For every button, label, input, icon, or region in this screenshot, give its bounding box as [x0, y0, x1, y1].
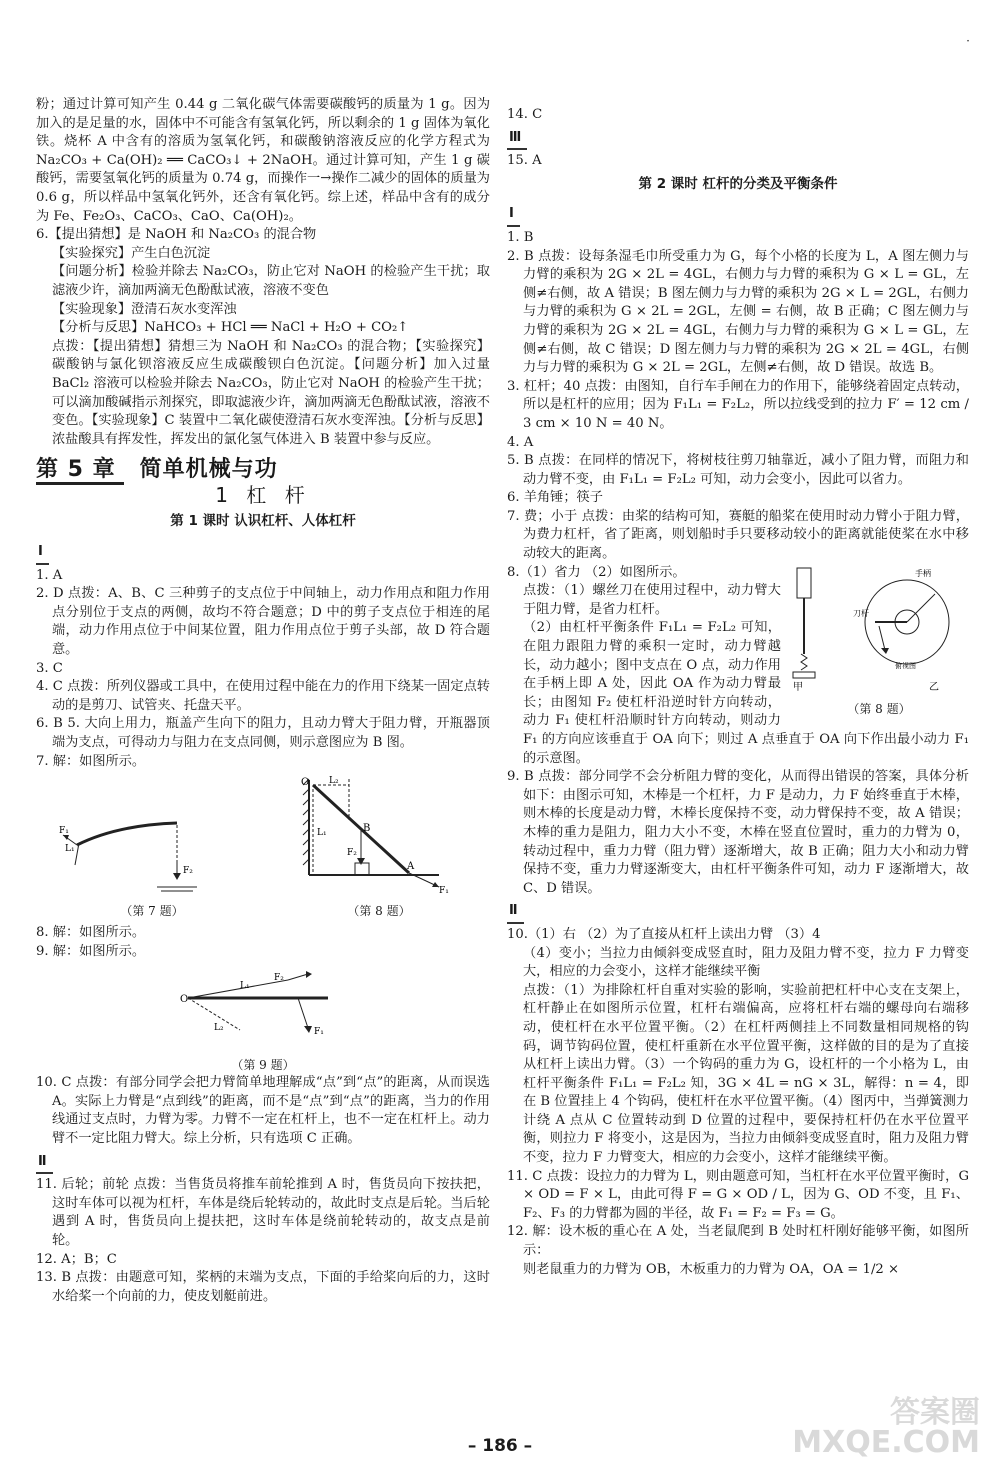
- level-badge: Ⅱ: [507, 902, 524, 924]
- lesson-title: 第 1 课时 认识杠杆、人体杠杆: [170, 513, 356, 530]
- q12-line: 则老鼠重力的力臂为 OB，木板重力的力臂为 OA，OA = 1/2 ×: [523, 1261, 900, 1277]
- label-F2: F₂: [183, 866, 193, 877]
- answer-item: 1. B: [507, 229, 534, 245]
- answer-item: 7. 费；小于 点拨：由桨的结构可知，赛艇的船桨在使用时动力臂小于阻力臂，为费力杠杆，省了距离，则划船时手只要移动较小的距离就能使桨在水中移动较大的距离。: [507, 508, 969, 562]
- figure-9-caption: （第 9 题）: [231, 1057, 295, 1072]
- right-figure-8-diagram: [789, 564, 969, 694]
- answer-item: 12. 解：设木板的重心在 A 处，当老鼠爬到 B 处时杠杆刚好能够平衡，如图所示：: [507, 1224, 969, 1259]
- label-L2: L₂: [329, 776, 339, 787]
- figure-7: [57, 805, 247, 920]
- q8-hint: 点拨：（1）螺丝刀在使用过程中，动力臂大于阻力臂，是省力杠杆。: [523, 583, 781, 617]
- section-title: 1 杠 杆: [215, 482, 311, 507]
- label-A: A: [407, 861, 415, 873]
- answer-item: 3. 杠杆；40 点拨：由图知，自行车手闸在力的作用下，能够绕着固定点转动，所以是杠杆的应用；因为 F₁L₁ = F₂L₂，所以拉线受到的拉力 F′ = 12 cm / 3 cm × 10 N = 40 N。: [507, 378, 969, 431]
- label-F2: F₂: [347, 848, 357, 859]
- q6-line: 【实验现象】澄清石灰水变浑浊: [52, 301, 237, 317]
- figure-7-caption: （第 7 题）: [120, 903, 184, 918]
- label-L1: L₁: [317, 828, 327, 839]
- chapter-heading: [36, 457, 490, 483]
- label-F1: F₁: [59, 826, 69, 837]
- watermark-line: 答案圈: [890, 1395, 980, 1430]
- answer-item: 6. 羊角锤；筷子: [507, 490, 603, 506]
- right-figure-8-caption: （第 8 题）: [847, 702, 911, 717]
- answer-item: 9. B 点拨：部分同学不会分析阻力臂的变化，从而得出错误的答案，具体分析如下：由图示可知，木棒是一个杠杆，力 F 是动力，力 F 始终垂直于木棒，则木棒的长度是动力臂，木棒长度保持不变，动力臂保持不变，故 A 错误；木棒的重力是阻力，阻力大小不变，木棒在竖直位置时，重力的力臂为 0，转动过程中，重力力臂（阻力臂）逐渐增大，故 B 正确；阻力大小和动力臂保持不变，重力力臂逐渐变大，由杠杆平衡条件可知，动力 F 逐渐增大，故 C、D 错误。: [507, 769, 969, 896]
- lesson-title: 第 2 课时 杠杆的分类及平衡条件: [638, 175, 838, 192]
- answer-item: 15. A: [507, 153, 542, 169]
- figure-8: [289, 775, 469, 920]
- label-view: 俯视图: [895, 661, 916, 670]
- answer-item: 2. B 点拨：设每条湿毛巾所受重力为 G，每个小格的长度为 L，A 图左侧力与力臂的乘积为 2G × 2L = 4GL，右侧力与力臂的乘积为 G × L = GL，左侧≠右侧，故 A 错误；B 图左侧力与力臂的乘积为 2G × L = 2GL，右侧力与力臂的乘积为 G × 2L = 2GL，左侧 = 右侧，故 B 正确；C 图左侧力与力臂的乘积为 2G × 2L = 4GL，右侧力与力臂的乘积为 G × L = GL，左侧≠右侧，故 C 错误；D 图左侧力与力臂的乘积为 2G × 2L = 4GL，右侧力与力臂的乘积为 G × 2L = 2GL，左侧≠右侧，故 D 错误。故选 B。: [507, 248, 969, 376]
- level-badge: Ⅱ: [36, 1153, 53, 1175]
- right-column: [507, 106, 969, 1279]
- answer-item: 12. A；B；C: [36, 1251, 117, 1267]
- answer-item: 5. B 点拨：在同样的情况下，将树枝往剪刀轴靠近，减小了阻力臂，而阻力和动力臂不变，由 F₁L₁ = F₂L₂ 可知，动力会变小，因此可以省力。: [507, 453, 969, 487]
- answer-item: 3. C: [36, 660, 63, 676]
- label-jia: 甲: [793, 681, 803, 693]
- page-number: – 186 –: [467, 1436, 533, 1456]
- label-L1: L₁: [240, 980, 250, 991]
- q6-line: 【实验探究】产生白色沉淀: [52, 245, 211, 261]
- answer-item: 13. B 点拨：由题意可知，桨柄的末端为支点，下面的手给桨向后的力，这时水给桨一个向前的力，使皮划艇前进。: [36, 1270, 490, 1304]
- label-F1: F₁: [439, 886, 449, 896]
- answer-item: 4. C 点拨：所列仪器或工具中，在使用过程中能在力的作用下绕某一固定点转动的是剪刀、试管夹、托盘天平。: [36, 679, 490, 713]
- figure-9-diagram: [178, 968, 348, 1050]
- q6-hint: 点拨：【提出猜想】猜想三为 NaOH 和 Na₂CO₃ 的混合物；【实验探究】碳酸钠与氯化钡溶液反应生成碳酸钡白色沉淀。【问题分析】加入过量 BaCl₂ 溶液可以检验并除去 Na₂CO₃，防止它对 NaOH 的检验产生干扰；可以滴加酸碱指示剂探究，即取滤液少许，滴加两滴无色酚酞试液，溶液不变色。【实验现象】C 装置中二氧化碳使澄清石灰水变浑浊。【分析与反思】浓盐酸具有挥发性，挥发出的氯化氢气体进入 B 装置中参与反应。: [52, 338, 490, 447]
- answer-item: 7. 解：如图所示。: [36, 753, 146, 769]
- label-F1: F₁: [314, 1026, 324, 1037]
- answer-item: [36, 715, 490, 752]
- right-figure-8: [789, 564, 969, 719]
- q8-hint: （2）由杠杆平衡条件 F₁L₁ = F₂L₂ 可知，在阻力跟阻力臂的乘积一定时，动力臂越长，动力越小；图中支点在 O 点，动力作用在手柄上即 A 处，因此 OA 作为动力臂最长；由图知 F₂ 使杠杆沿逆时针方向转动，动力 F₁ 使杠杆沿顺时针方向转动，则动力 F₁ 的方向应该垂直于 OA 向下；则过 A 点垂直于 OA 向下作出最小动力 F₁ 的示意图。: [523, 620, 969, 766]
- level-badge: Ⅰ: [507, 205, 520, 227]
- figure-8-diagram: [289, 775, 469, 895]
- q10-line: （4）变小；当拉力由倾斜变成竖直时，阻力及阻力臂不变，拉力 F 力臂变大，相应的力会变小，这样才能继续平衡: [523, 945, 969, 980]
- q10-hint: 点拨：（1）为排除杠杆自重对实验的影响，实验前把杠杆中心支在支架上，杠杆静止在如图所示位置，杠杆右端偏高，应将杠杆右端的螺母向右端移动，使杠杆在水平位置平衡。（2）在杠杆两侧挂上不同数量相同规格的钩码，调节钩码位置，使杠杆重新在水平位置平衡，这样做的目的是为了直接从杠杆上读出力臂。（3）一个钩码的重力为 G，设杠杆的一个小格为 L，由杠杆平衡条件 F₁L₁ = F₂L₂ 知，3G × 4L = nG × 3L，解得：n = 4，即在 B 位置挂上 4 个钩码，使杠杆在水平位置平衡。（4）图丙中，当弹簧测力计绕 A 点从 C 位置转动到 D 位置的过程中，要保持杠杆仍在水平位置平衡，则拉力 F 将变小，这是因为，当拉力由倾斜变成竖直时，阻力及阻力臂不变，拉力 F 力臂变大，相应的力会变小，这样才能继续平衡。: [523, 982, 969, 1166]
- figures-7-8: [36, 775, 490, 920]
- watermark: [792, 1395, 980, 1460]
- q6-line: 【问题分析】检验并除去 Na₂CO₃，防止它对 NaOH 的检验产生干扰；取滤液少许，滴加两滴无色酚酞试液，溶液不变色: [52, 264, 490, 298]
- answer-item: 2. D 点拨：A、B、C 三种剪子的支点位于中间轴上，动力作用点和阻力作用点分别位于支点的两侧，故均不符合题意；D 中的剪子支点位于相连的尾端，动力作用点位于中间某位置，阻力作用点位于剪子头部，故 D 符合题意。: [36, 586, 490, 658]
- corner-mark: ·: [966, 34, 970, 48]
- answer-item: 14. C: [507, 107, 543, 122]
- answer-item: 1. A: [36, 567, 63, 583]
- answer-item: 8.（1）省力 （2）如图所示。: [507, 564, 686, 580]
- label-yi: 乙: [929, 681, 939, 693]
- chapter-title: 简单机械与功: [139, 457, 278, 483]
- q6-prefix: 6. B: [36, 716, 63, 732]
- answer-item: 8. 解：如图所示。: [36, 925, 146, 941]
- answer-item: 11. C 点拨：设拉力的力臂为 L，则由题意可知，当杠杆在水平位置平衡时，G × OD = F × L，由此可得 F = G × OD / L，因为 G、OD 不变，且 F₁、F₂、F₃ 的力臂都为圆的半径，故 F₁ = F₂ = F₃ = G。: [507, 1168, 969, 1221]
- left-column: [36, 96, 490, 1306]
- figure-7-diagram: [57, 805, 247, 895]
- answer-item: 9. 解：如图所示。: [36, 943, 146, 959]
- answer-item: 11. 后轮；前轮 点拨：当售货员将推车前轮推到 A 时，售货员向下按扶把，这时车体可以视为杠杆，车体是绕后轮转动的，故此时支点是后轮。当后轮遇到 A 时，售货员向上提扶把，这时车体是绕前轮转动的，故支点是前轮。: [36, 1177, 490, 1248]
- label-F2: F₂: [274, 972, 284, 983]
- q6-answer: 6.【提出猜想】是 NaOH 和 Na₂CO₃ 的混合物: [36, 227, 317, 243]
- answer-item: 10. C 点拨：有部分同学会把力臂简单地理解成“点”到“点”的距离，从而误选 A。实际上力臂是“点到线”的距离，而不是“点”到“点”的距离，当力的作用线通过支点时，力臂为零。力臂不一定在杠杆上，也不一定在杠杆上。动力臂不一定比阻力臂大。综上分析，只有选项 C 正确。: [36, 1075, 490, 1146]
- label-L2: L₂: [214, 1022, 224, 1033]
- level-badge: Ⅲ: [507, 129, 527, 151]
- label-L1: L₁: [65, 844, 75, 855]
- label-B: B: [363, 823, 371, 835]
- label-O: O: [180, 993, 189, 1005]
- q6-text: 5. 大向上用力，瓶盖产生向下的阻力，且动力臂大于阻力臂，开瓶器顶端为支点，可得动力与阻力在支点同侧，则示意图应为 B 图。: [52, 716, 490, 750]
- q6-line: 【分析与反思】NaHCO₃ + HCl ══ NaCl + H₂O + CO₂↑: [52, 320, 409, 336]
- figure-8-caption: （第 8 题）: [347, 903, 411, 918]
- label-O: O: [301, 777, 310, 789]
- answer-item: 4. A: [507, 434, 534, 450]
- intro-paragraph: 粉；通过计算可知产生 0.44 g 二氧化碳气体需要碳酸钙的质量为 1 g。因为加入的是足量的水，固体中不可能含有氢氧化钙，所以剩余的 1 g 固体为氧化铁。烧杯 A 中含有的溶质为氢氧化钙，和碳酸钠溶液反应的化学方程式为 Na₂CO₃ + Ca(OH)₂ ══ CaCO₃↓ + 2NaOH。通过计算可知，产生 1 g 碳酸钙，需要氢氧化钙的质量为 0.74 g，而操作一→操作二减少的固体的质量为 0.6 g，所以样品中氢氧化钙外，还含有氧化钙。综上述，样品中含有的成分为 Fe、Fe₂O₃、CaCO₃、CaO、Ca(OH)₂。: [36, 97, 490, 224]
- label-blade: 刀杆: [853, 608, 869, 618]
- chapter-number: 第 5 章: [36, 457, 124, 485]
- level-badge: Ⅰ: [36, 543, 49, 565]
- answer-item: 10.（1）右 （2）为了直接从杠杆上读出力臂 （3）4: [507, 926, 821, 942]
- figure-9: [36, 968, 490, 1075]
- watermark-line: MXQE.COM: [792, 1425, 980, 1460]
- label-hand: 手柄: [915, 568, 931, 578]
